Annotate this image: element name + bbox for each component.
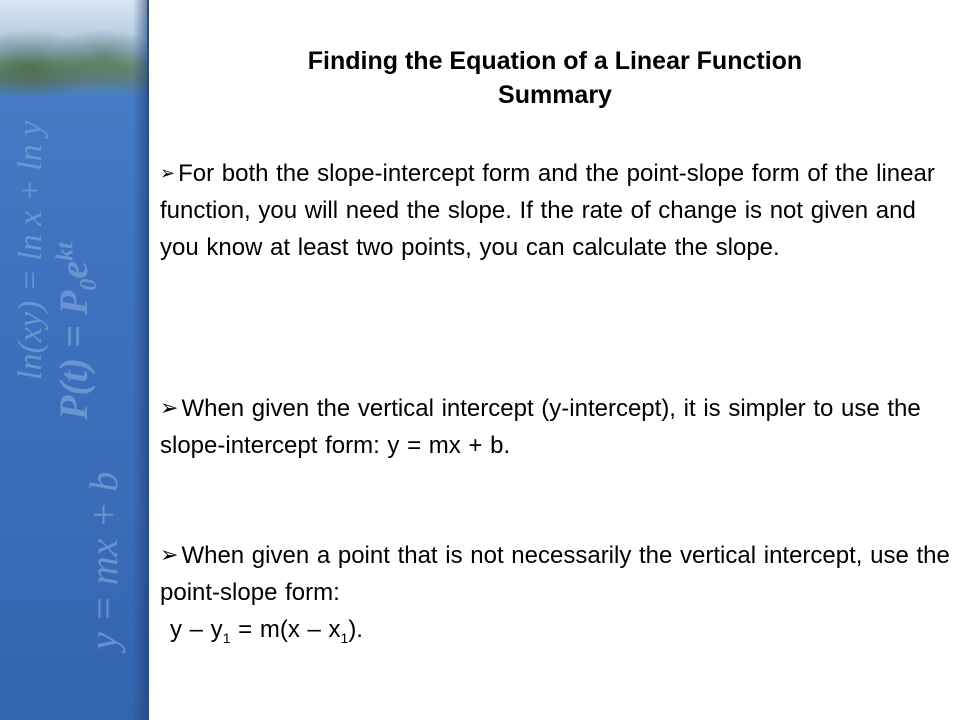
bullet-text: When given a point that is not necessarily the vertical intercept, use the point-slope form:: [160, 542, 950, 606]
sidebar-formula-exponential: $P(t) = P_0e^{kt}$: [51, 242, 102, 420]
sidebar-divider: [147, 0, 149, 720]
bullet-text: For both the slope-intercept form and the point-slope form of the linear function, you will need the slope. If the rate of change is not given and you know at least two points, you can calculate the slope.: [160, 160, 935, 261]
sidebar-shade: [133, 0, 147, 720]
slide-title: [200, 44, 910, 112]
bullet-item: [160, 536, 950, 657]
slide-title-line2: Summary: [498, 81, 612, 109]
bullet-item: [160, 155, 950, 266]
arrow-bullet-icon: ➢: [160, 395, 179, 420]
decorative-sidebar: [0, 0, 147, 720]
bullet-text: When given the vertical intercept (y-intercept), it is simpler to use the slope-intercept form: y = mx + b.: [160, 395, 921, 459]
point-slope-equation: $y - y_1 = m(x - x_1)$.: [170, 616, 363, 646]
arrow-bullet-icon: ➢: [160, 542, 179, 567]
arrow-bullet-icon: ➢: [160, 163, 176, 183]
sidebar-formula-logarithm: ln(xy) = ln x + ln y: [12, 120, 49, 380]
slide-title-line1: Finding the Equation of a Linear Function: [307, 47, 803, 75]
sidebar-formula-linear: y = mx + b: [81, 471, 126, 650]
landscape-photo: [0, 0, 147, 95]
bullet-item: [160, 389, 950, 464]
